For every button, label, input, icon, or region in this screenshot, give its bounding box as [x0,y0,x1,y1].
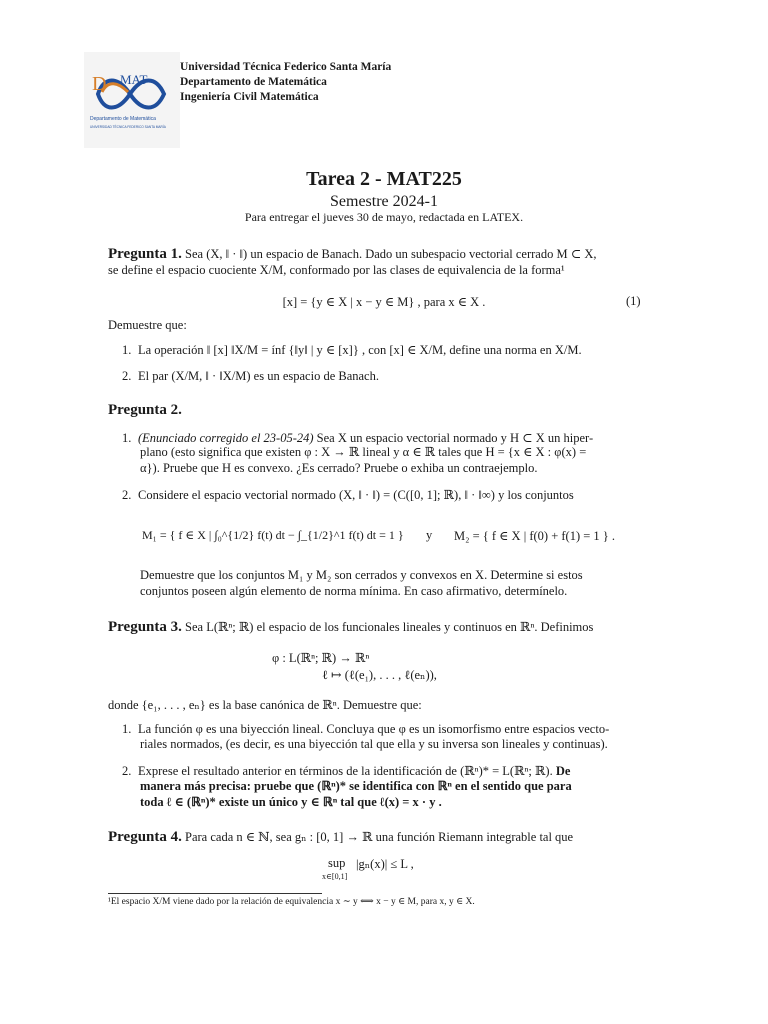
question-3-item-1-line-a: La función φ es una biyección lineal. Concluya que φ es un isomorfismo entre espacios vecto- [138,722,610,736]
program-name: Ingeniería Civil Matemática [180,91,319,103]
question-1-text-2: se define el espacio cuociente X/M, conformado por las clases de equivalencia de la forma¹ [108,263,565,277]
question-2-item-1-line-a: Sea X un espacio vectorial normado y H ⊂ X un hiper- [313,431,594,445]
question-2-item-2-line-b: Demuestre que los conjuntos M₁ y M₂ son cerrados y convexos en X. Determine si estos [140,568,583,582]
map-definition-2: ℓ ↦ (ℓ(e₁), . . . , ℓ(eₙ)), [322,668,437,682]
set-m2: M₂ = { f ∈ X | f(0) + f(1) = 1 } . [454,529,616,543]
equation-1: [x] = {y ∈ X | x − y ∈ M} , para x ∈ X . [282,295,486,309]
assignment-title: Tarea 2 - MAT225 [306,168,462,190]
university-name: Universidad Técnica Federico Santa María [180,61,392,73]
equation-number-1: (1) [626,294,641,308]
question-4 [108,829,644,845]
footnote: ¹El espacio X/M viene dado por la relación de equivalencia x ∼ y ⟺ x − y ∈ M, para x, y ∈ X. [108,897,475,907]
logo-caption-2: UNIVERSIDAD TÉCNICA FEDERICO SANTA MARÍA [90,125,166,129]
question-2-item-2-line-c: conjuntos poseen algún elemento de norma mínima. En caso afirmativo, determínelo. [140,584,568,598]
question-3-item-2-bold-start: De [552,764,571,778]
footnote-rule [108,893,322,894]
question-2-item-2: 2. Considere el espacio vectorial normado (X, ‖ · ‖) = (C([0, 1]; ℝ), ‖ · ‖∞) y los conjuntos [122,488,574,502]
question-3-item-1-line-b: riales normados, (es decir, es una biyección tal que ella y su inversa son lineales y continuas). [140,737,608,751]
department-logo [84,52,180,148]
question-2-item-1: 1. (Enunciado corregido el 23-05-24) Sea X un espacio vectorial normado y H ⊂ X un hiper- [122,431,594,445]
question-4-text-1: Para cada n ∈ ℕ, sea gₙ : [0, 1] → ℝ una función Riemann integrable tal que [185,830,574,844]
question-1-intro: Demuestre que: [108,318,187,332]
bound-inequality: |gₙ(x)| ≤ L , [356,857,414,871]
question-2-item-2-line-a: Considere el espacio vectorial normado (X, ‖ · ‖) = (C([0, 1]; ℝ), ‖ · ‖∞) y los conjuntos [138,488,574,502]
question-2 [108,402,644,418]
question-1-item-1: 1. La operación ‖ [x] ‖X/M = ínf {‖y‖ | y ∈ [x]} , con [x] ∈ X/M, define una norma en X/M. [122,343,582,357]
question-3-text-2: donde {e₁, . . . , eₙ} es la base canónica de ℝⁿ. Demuestre que: [108,698,422,712]
question-2-item-1-line-c: α}). Pruebe que H es convexo. ¿Es cerrado? Pruebe o exhiba un contraejemplo. [140,461,538,475]
institution-header [180,60,391,105]
question-2-item-1-line-b: plano (esto significa que existen φ : X → ℝ lineal y α ∈ ℝ tales que H = {x ∈ X : φ(x) = [140,445,587,459]
set-m1: M₁ = { f ∈ X | ∫₀^{1/2} f(t) dt − ∫_{1/2}^1 f(t) dt = 1 } [142,528,404,542]
question-1-text-1: Sea (X, ‖ · ‖) un espacio de Banach. Dado un subespacio vectorial cerrado M ⊂ X, [185,247,597,261]
due-date-note: Para entregar el jueves 30 de mayo, redactada en LATEX. [244,210,524,224]
sup-subscript: x∈[0,1] [322,872,348,881]
logo-caption-1: Departamento de Matemática [90,116,156,122]
question-1-item-1-text: La operación ‖ [x] ‖X/M = ínf {‖y‖ | y ∈ [x]} , con [x] ∈ X/M, define una norma en X/M. [138,343,582,357]
question-2-heading: Pregunta 2. [108,402,182,418]
question-3-item-2-line-c: toda ℓ ∈ (ℝⁿ)* existe un único y ∈ ℝⁿ tal que ℓ(x) = x · y . [140,795,442,809]
department-name: Departamento de Matemática [180,76,327,88]
semester-label: Semestre 2024-1 [330,193,438,210]
logo-letter: D [92,73,107,95]
question-3-text-1: Sea L(ℝⁿ; ℝ) el espacio de los funcionales lineales y continuos en ℝⁿ. Definimos [185,620,594,634]
set-conjunction: y [426,528,433,542]
correction-note: (Enunciado corregido el 23-05-24) [138,431,314,445]
question-3 [108,619,644,635]
question-1-item-2-text: El par (X/M, ‖ · ‖X/M) es un espacio de Banach. [138,369,379,383]
question-4-heading: Pregunta 4. [108,829,182,845]
question-1-heading: Pregunta 1. [108,246,182,262]
question-3-item-2-line-b: manera más precisa: pruebe que (ℝⁿ)* se identifica con ℝⁿ en el sentido que para [140,779,572,793]
question-3-item-2-line-a: Exprese el resultado anterior en términos de la identificación de (ℝⁿ)* = L(ℝⁿ; ℝ). [138,764,553,778]
infinity-logo-icon [84,52,180,148]
question-1 [108,246,644,262]
logo-text: MAT [120,72,148,87]
map-definition-1: φ : L(ℝⁿ; ℝ) → ℝⁿ [272,651,370,665]
question-1-item-2: 2. El par (X/M, ‖ · ‖X/M) es un espacio de Banach. [122,369,379,383]
sup-operator: sup [328,856,346,870]
question-3-heading: Pregunta 3. [108,619,182,635]
question-3-item-2: 2. Exprese el resultado anterior en términos de la identificación de (ℝⁿ)* = L(ℝⁿ; ℝ). De [122,764,571,778]
question-3-item-1: 1. La función φ es una biyección lineal. Concluya que φ es un isomorfismo entre espacios vecto- [122,722,610,736]
